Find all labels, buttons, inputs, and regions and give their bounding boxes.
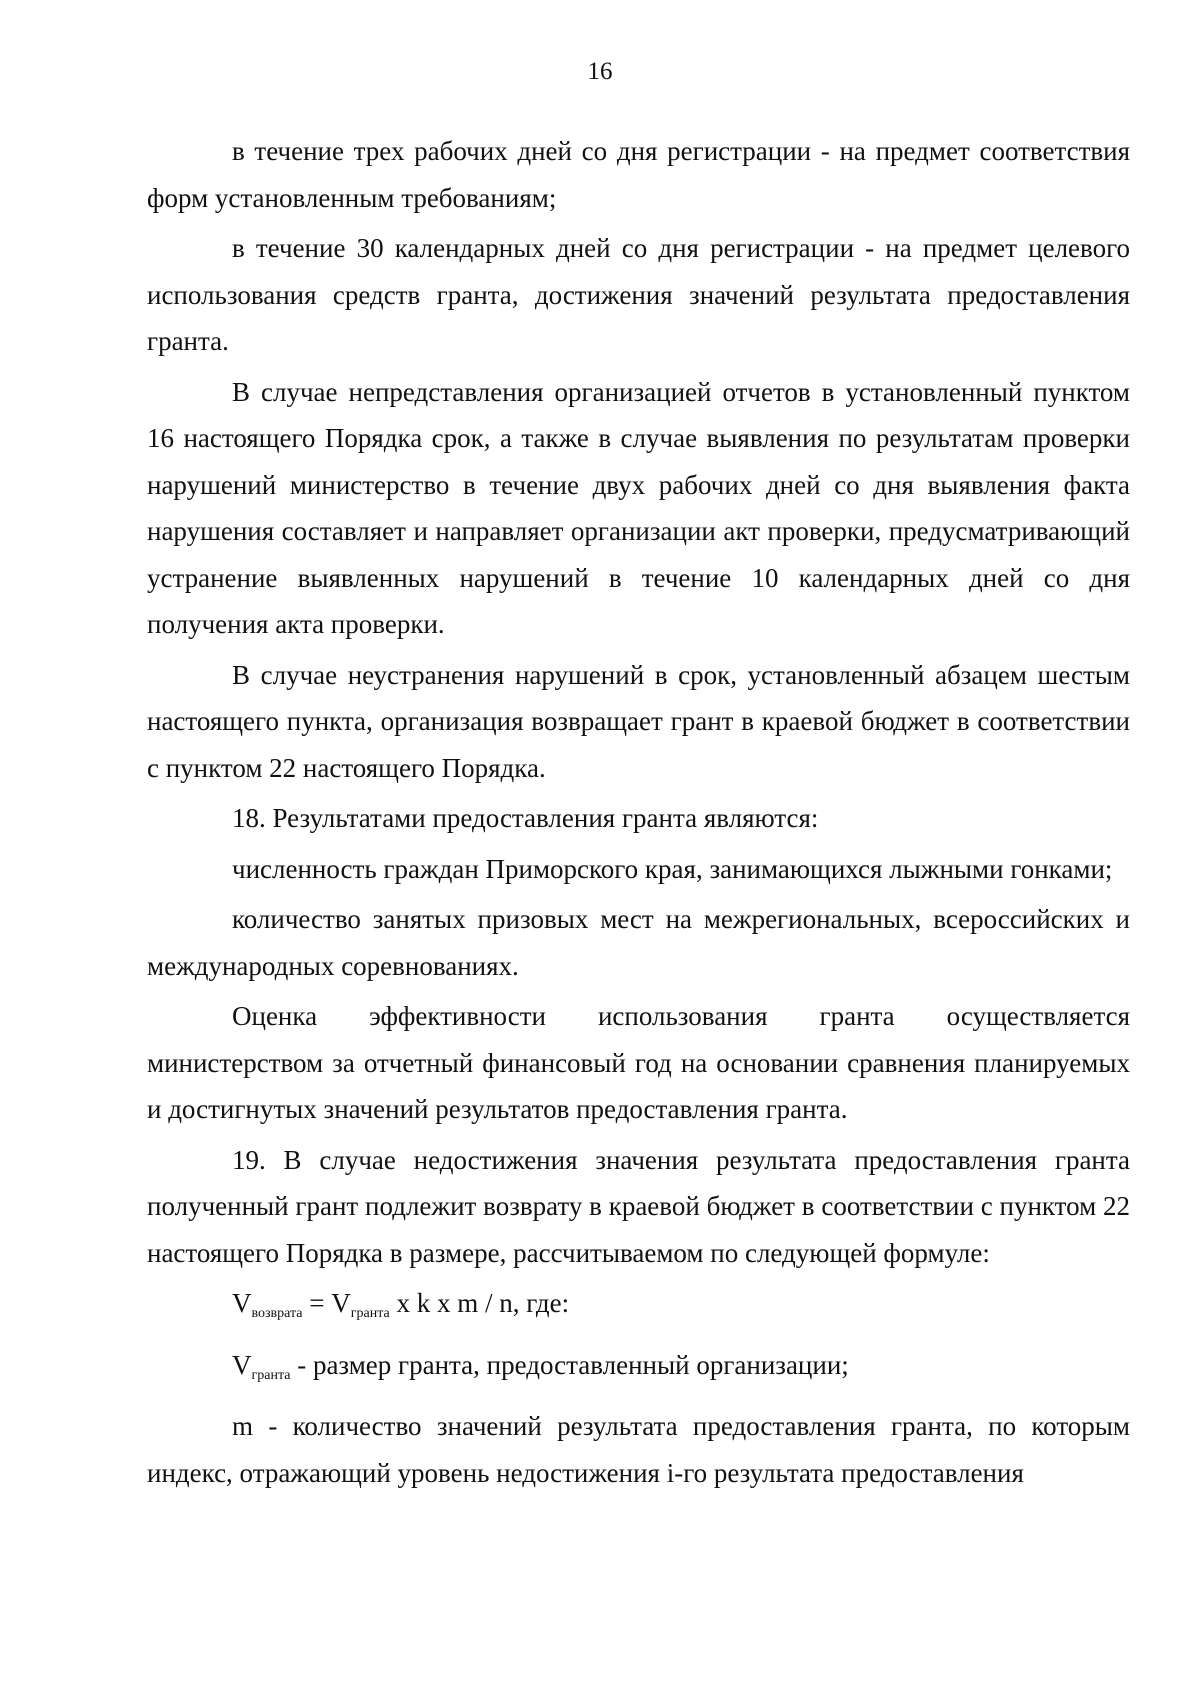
paragraph-4: В случае неустранения нарушений в срок, установленный абзацем шестым настоящего пункта, организация возвращает грант в краевой бюджет в соответствии с пунктом 22 настоящего Порядка. [147, 659, 1130, 783]
definition-v-grant [147, 1342, 1130, 1400]
definition-m: m - количество значений результата предоставления гранта, по которым индекс, отражающий уровень недостижения i-го результата предоставления [147, 1411, 1130, 1488]
paragraph-7: количество занятых призовых мест на межрегиональных, всероссийских и международных соревнованиях. [147, 904, 1130, 981]
document-body [147, 128, 1130, 1500]
paragraph-3: В случае непредставления организацией отчетов в установленный пунктом 16 настоящего Порядка срок, а также в случае выявления по результатам проверки нарушений министерство в течение двух рабочих дней со дня выявления факта нарушения составляет и направляет организации акт проверки, предусматривающий устранение выявленных нарушений в течение 10 календарных дней со дня получения акта проверки. [147, 376, 1130, 639]
paragraph-1: в течение трех рабочих дней со дня регистрации - на предмет соответствия форм установленным требованиям; [147, 136, 1130, 213]
formula-rest: x k x m / n, где: [389, 1288, 570, 1318]
paragraph-2: в течение 30 календарных дней со дня регистрации - на предмет целевого использования средств гранта, достижения значений результата предоставления гранта. [147, 233, 1130, 356]
paragraph-8: Оценка эффективности использования гранта осуществляется министерством за отчетный финансовый год на основании сравнения планируемых и достигнутых значений результатов предоставления гранта. [147, 1001, 1130, 1124]
definition-v-text: - размер гранта, предоставленный организации; [290, 1349, 849, 1380]
definition-v-subscript: гранта [251, 1367, 291, 1383]
formula-v2-subscript: гранта [350, 1306, 390, 1321]
page-number: 16 [587, 58, 613, 85]
definition-v-symbol: V [232, 1349, 252, 1380]
paragraph-9: 19. В случае недостижения значения результата предоставления гранта полученный грант подлежит возврату в краевой бюджет в соответствии с пунктом 22 настоящего Порядка в размере, рассчитываемом по следующей формуле: [147, 1144, 1130, 1268]
paragraph-6: численность граждан Приморского края, занимающихся лыжными гонками; [232, 853, 1113, 884]
formula-equals: = [302, 1288, 332, 1318]
paragraph-5: 18. Результатами предоставления гранта являются: [232, 803, 819, 833]
formula-v2: V [331, 1288, 351, 1318]
formula-v1: V [232, 1288, 252, 1318]
formula [147, 1280, 1130, 1338]
formula-v1-subscript: возврата [251, 1306, 303, 1321]
